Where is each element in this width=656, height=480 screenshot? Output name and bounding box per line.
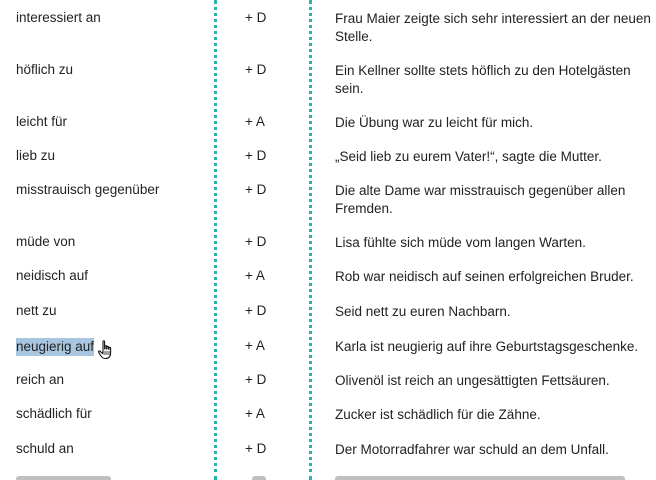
- case-cell: + D: [245, 372, 267, 387]
- adjective-cell[interactable]: misstrauisch gegenüber: [16, 182, 160, 197]
- case-cell: + D: [245, 182, 267, 197]
- adjective-cell[interactable]: leicht für: [16, 114, 68, 129]
- adjective-cell[interactable]: lieb zu: [16, 148, 56, 163]
- example-cell: Karla ist neugierig auf ihre Geburtstagsgeschenke.: [335, 339, 639, 354]
- example-cell: Rob war neidisch auf seinen erfolgreichen Bruder.: [335, 269, 634, 284]
- case-cell: + A: [245, 338, 265, 353]
- case-cell: + D: [245, 441, 267, 456]
- case-cell: + D: [245, 148, 267, 163]
- adjective-cell-selected[interactable]: neugierig auf: [16, 339, 95, 354]
- example-cell: Die alte Dame war misstrauisch gegenüber allen Fremden.: [335, 183, 626, 216]
- case-cell: + A: [245, 114, 265, 129]
- example-cell: Ein Kellner sollte stets höflich zu den Hotelgästen sein.: [335, 63, 631, 96]
- adjective-cell[interactable]: nett zu: [16, 303, 57, 318]
- example-cell: Die Übung war zu leicht für mich.: [335, 115, 534, 130]
- hand-pointer-icon: [97, 340, 115, 360]
- example-cell: „Seid lieb zu eurem Vater!“, sagte die Mutter.: [335, 149, 602, 164]
- case-cell: + D: [245, 62, 267, 77]
- adjective-cell[interactable]: schuld an: [16, 441, 74, 456]
- column-divider-right: [309, 0, 312, 480]
- example-cell: Zucker ist schädlich für die Zähne.: [335, 407, 541, 422]
- adjective-cell[interactable]: neidisch auf: [16, 268, 89, 283]
- case-cell: + A: [245, 268, 265, 283]
- example-cell: Frau Maier zeigte sich sehr interessiert an der neuen Stelle.: [335, 11, 651, 44]
- cut-text-fragment: [16, 476, 111, 480]
- case-cell: + D: [245, 234, 267, 249]
- adjective-cell[interactable]: reich an: [16, 372, 65, 387]
- column-divider-left: [214, 0, 217, 480]
- adjective-cell[interactable]: schädlich für: [16, 406, 92, 421]
- adjective-cell[interactable]: höflich zu: [16, 62, 74, 77]
- partially-visible-row: [0, 474, 656, 480]
- case-cell: + D: [245, 10, 267, 25]
- cut-text-fragment: [252, 476, 266, 480]
- example-cell: Seid nett zu euren Nachbarn.: [335, 304, 511, 319]
- cut-text-fragment: [335, 476, 625, 480]
- example-cell: Der Motorradfahrer war schuld an dem Unfall.: [335, 442, 609, 457]
- case-cell: + D: [245, 303, 267, 318]
- example-cell: Olivenöl ist reich an ungesättigten Fettsäuren.: [335, 373, 610, 388]
- case-cell: + A: [245, 406, 265, 421]
- example-cell: Lisa fühlte sich müde vom langen Warten.: [335, 235, 586, 250]
- adjective-cell[interactable]: müde von: [16, 234, 76, 249]
- adjective-cell[interactable]: interessiert an: [16, 10, 101, 25]
